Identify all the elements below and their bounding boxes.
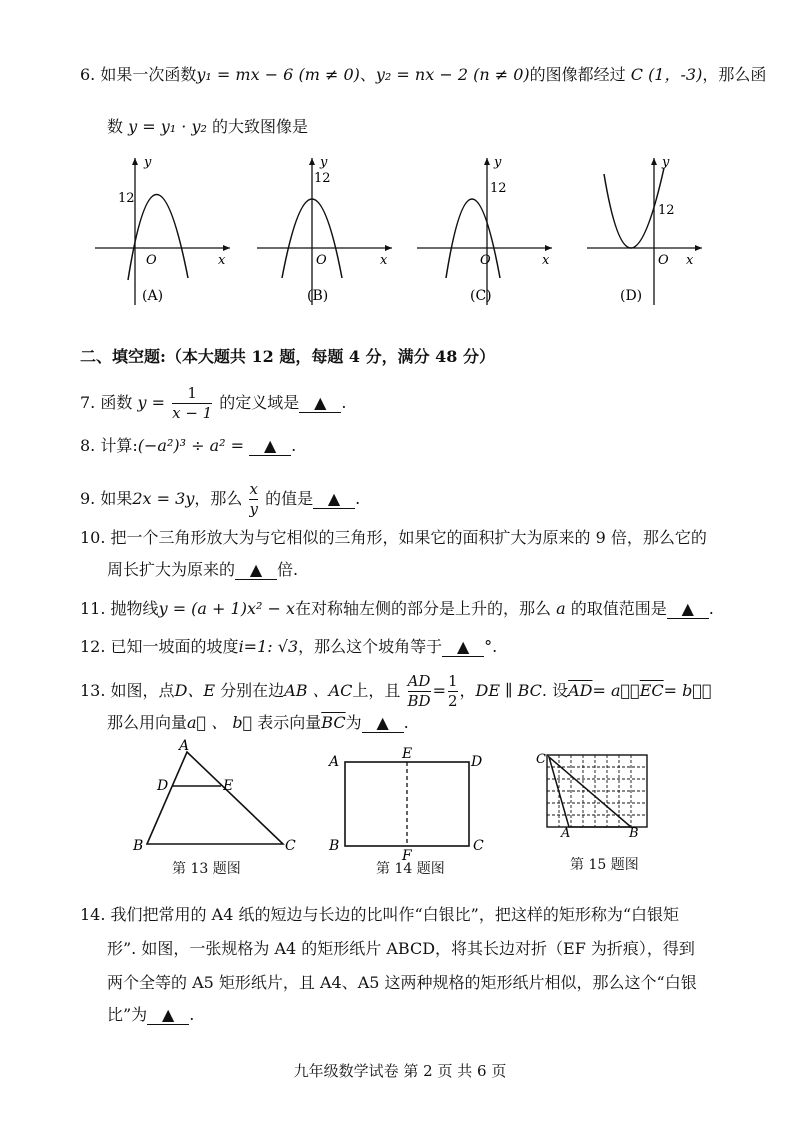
q12-text-a: 已知一坡面的坡度 [110, 637, 239, 656]
q7-number: 7. [80, 393, 96, 412]
q14-text-4: 比”为 [107, 1005, 148, 1024]
graph-d-label: (D) [620, 288, 643, 304]
fig13-label-d: D [157, 778, 169, 794]
q11-variable: a [556, 599, 566, 618]
q6-number: 6. [80, 65, 96, 84]
fig14-label-c: C [473, 838, 484, 854]
q13-text-a: 如图，点 [110, 681, 175, 700]
fig13-label-e: E [223, 778, 234, 794]
q12-slope: i=1: √3 [238, 637, 299, 656]
q13-parallel: DE ∥ BC [475, 681, 542, 700]
q13-equals: = [432, 681, 446, 700]
q6-point: C (1，-3) [630, 65, 703, 84]
q9-number: 9. [80, 489, 96, 508]
q12-text-b: ，那么这个坡角等于 [298, 637, 443, 656]
graph-b-label: (B) [307, 288, 329, 304]
graph-d-y-label: y [662, 155, 670, 170]
figure-15 [535, 745, 665, 845]
section-2-title: 二、填空题: [80, 347, 166, 366]
q6-function-1: y₁ = mx − 6 (m ≠ 0) [196, 65, 360, 84]
q12 [80, 636, 497, 658]
q13-text-c: 上，且 [352, 681, 401, 700]
section-2-header [80, 346, 495, 368]
q7 [80, 384, 346, 423]
figure-14-caption: 第 14 题图 [376, 861, 445, 877]
q13-number: 13. [80, 681, 106, 700]
fig14-label-e: E [402, 746, 413, 762]
q7-text-a: 函数 [100, 393, 133, 412]
fig13-label-c: C [285, 838, 296, 854]
graph-c-y-tick: 12 [490, 181, 507, 196]
q13-sides: AB 、AC [284, 681, 353, 700]
q9-fraction [249, 480, 257, 519]
q7-text-b: 的定义域是 [219, 393, 300, 412]
q9-frac-den: y [249, 500, 258, 518]
q14-line4 [107, 1004, 194, 1026]
q7-answer-blank[interactable]: ▲ [299, 394, 341, 413]
q10-text-b: 周长扩大为原来的 [107, 560, 236, 579]
q13-text-e: . 设 [541, 681, 569, 700]
figure-13-caption: 第 13 题图 [172, 861, 241, 877]
q7-lhs: y = [137, 393, 165, 412]
q9-text-c: 的值是 [265, 489, 314, 508]
fig13-label-a: A [179, 738, 190, 754]
q13-vector-ad-value: = a⃗， [592, 681, 640, 700]
graph-b-y-label: y [320, 155, 328, 170]
q13-text-b: 分别在边 [220, 681, 285, 700]
fig14-label-d: D [471, 754, 483, 770]
q6-line1 [80, 64, 766, 86]
figure-14 [325, 746, 495, 864]
q10-text-c: 倍. [277, 560, 299, 579]
q13-line2-c: 为 [345, 713, 362, 732]
fig15-label-a: A [561, 826, 571, 841]
q6-text-a: 如果一次函数 [100, 65, 197, 84]
q13-frac2-den: 2 [447, 692, 458, 710]
fig15-label-b: B [629, 826, 639, 841]
q12-number: 12. [80, 637, 106, 656]
q13-line2-b: 表示向量 [257, 713, 322, 732]
q6-text-e: 的大致图像是 [211, 117, 308, 136]
fig14-label-b: B [329, 838, 340, 854]
q14-text-1: 我们把常用的 A4 纸的短边与长边的比叫作“白银比”，把这样的矩形称为“白银矩 [110, 905, 679, 924]
section-2-note: （本大题共 12 题，每题 4 分，满分 48 分） [165, 347, 496, 366]
q7-frac-num: 1 [172, 384, 212, 404]
q14-line2: 形”. 如图，一张规格为 A4 的矩形纸片 ABCD，将其长边对折（EF 为折痕），得到 [107, 939, 695, 958]
q10-line1 [80, 527, 707, 549]
q6-line2 [107, 116, 308, 138]
graph-d-origin: O [658, 253, 669, 268]
q12-text-c: °. [484, 637, 498, 656]
q6-function-3: y = y₁ · y₂ [128, 117, 207, 136]
q11-number: 11. [80, 599, 106, 618]
q8-end: . [291, 436, 297, 455]
q13-line2-a: 那么用向量 [107, 713, 188, 732]
q13-text-d: ， [459, 681, 476, 700]
page-footer: 九年级数学试卷 第 2 页 共 6 页 [293, 1062, 507, 1080]
q10-line2 [107, 559, 298, 581]
q13-frac-den: BD [407, 692, 431, 710]
q11-text-b: 在对称轴左侧的部分是上升的，那么 [295, 599, 552, 618]
q13-frac-num: AD [407, 672, 431, 690]
q9-text-a: 如果 [100, 489, 133, 508]
graph-d-x-label: x [686, 253, 694, 268]
q14-number: 14. [80, 905, 106, 924]
graph-c-origin: O [480, 253, 491, 268]
q6-graph-c [412, 150, 562, 310]
fig13-label-b: B [133, 838, 144, 854]
graph-a-origin: O [146, 253, 157, 268]
graph-b-y-tick: 12 [314, 171, 331, 186]
q9-condition: 2x = 3y [132, 489, 195, 508]
graph-a-x-label: x [218, 253, 226, 268]
q11 [80, 598, 714, 620]
q13-fraction-1 [408, 672, 431, 711]
fig15-label-c: C [536, 752, 546, 767]
q11-expression: y = (a + 1)x² − x [158, 599, 295, 618]
q14-line1 [80, 904, 679, 926]
q13-vectors: a⃗ 、 b⃗ [187, 713, 253, 732]
q13-end: . [403, 713, 409, 732]
q9-text-b: ，那么 [194, 489, 243, 508]
q13-line2 [107, 712, 409, 734]
q9 [80, 480, 360, 519]
q11-text-a: 抛物线 [110, 599, 159, 618]
fig14-label-f: F [402, 848, 412, 864]
q10-number: 10. [80, 528, 106, 547]
q13-points: D、E [174, 681, 216, 700]
q10-answer-blank[interactable]: ▲ [235, 561, 277, 580]
q11-text-c: 的取值范围是 [570, 599, 667, 618]
graph-c-y-label: y [494, 155, 502, 170]
q6-text-b: 的图像都经过 [529, 65, 626, 84]
q13-vector-ec-value: = b⃗， [663, 681, 712, 700]
q6-sep: 、 [359, 65, 376, 84]
graph-a-y-tick: 12 [118, 191, 135, 206]
graph-a-label: (A) [142, 288, 164, 304]
graph-c-label: (C) [470, 288, 492, 304]
q6-graph-a [90, 150, 240, 310]
q7-end: . [341, 393, 347, 412]
q8-number: 8. [80, 436, 96, 455]
q9-answer-blank[interactable]: ▲ [313, 490, 355, 509]
q13-frac2-num: 1 [447, 672, 458, 690]
q6-function-2: y₂ = nx − 2 (n ≠ 0) [375, 65, 530, 84]
q12-answer-blank[interactable]: ▲ [442, 638, 484, 657]
graph-d-y-tick: 12 [658, 203, 675, 218]
q10-text-a: 把一个三角形放大为与它相似的三角形，如果它的面积扩大为原来的 9 倍，那么它的 [110, 528, 707, 547]
q8-expression: (−a²)³ ÷ a² = [137, 436, 245, 455]
q14-end: . [189, 1005, 195, 1024]
q13-answer-blank[interactable]: ▲ [362, 714, 404, 733]
fig14-label-a: A [329, 754, 340, 770]
graph-c-x-label: x [542, 253, 550, 268]
q13-fraction-2 [448, 672, 458, 711]
q6-text-c: ，那么函 [702, 65, 767, 84]
q14-answer-blank[interactable]: ▲ [147, 1006, 189, 1025]
q11-answer-blank[interactable]: ▲ [667, 600, 709, 619]
graph-b-origin: O [316, 253, 327, 268]
q7-frac-den: x − 1 [172, 404, 213, 422]
q9-frac-num: x [249, 480, 258, 498]
q9-end: . [355, 489, 361, 508]
q6-text-d: 数 [107, 117, 124, 136]
q13-vector-bc: $\overline{BC}$ [321, 713, 346, 732]
q13-vector-ad: $\overline{AD}$ [568, 681, 593, 700]
q7-fraction [172, 384, 212, 423]
graph-b-x-label: x [380, 253, 388, 268]
graph-a-y-label: y [144, 155, 152, 170]
q6-graph-b [252, 150, 402, 310]
figure-15-caption: 第 15 题图 [570, 857, 639, 873]
q6-graph-d [582, 150, 732, 310]
q11-end: . [708, 599, 714, 618]
q13-line1 [80, 672, 712, 711]
q13-vector-ec: $\overline{EC}$ [639, 681, 664, 700]
q8 [80, 435, 296, 457]
q8-text-a: 计算: [100, 436, 138, 455]
q14-line3: 两个全等的 A5 矩形纸片，且 A4、A5 这两种规格的矩形纸片相似，那么这个“白银 [107, 973, 697, 992]
q8-answer-blank[interactable]: ▲ [249, 437, 291, 456]
